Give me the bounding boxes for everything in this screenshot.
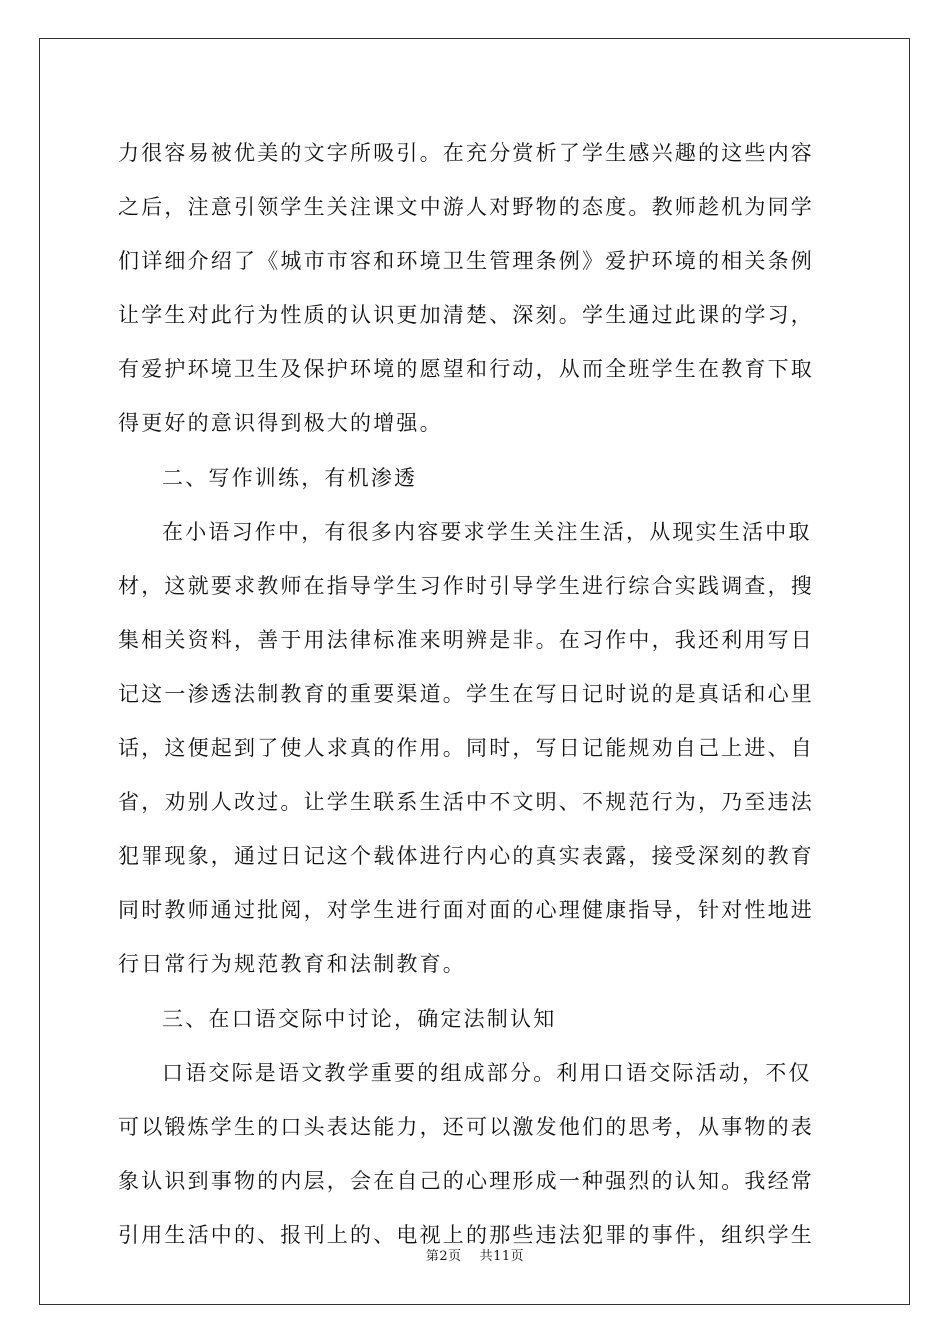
page-footer — [0, 1245, 950, 1264]
text-line: 犯罪现象，通过日记这个载体进行内心的真实表露，接受深刻的教育 — [118, 844, 814, 869]
text-line: 三、在口语交际中讨论，确定法制认知 — [162, 1006, 557, 1031]
text-line: 得更好的意识得到极大的增强。 — [118, 411, 443, 436]
text-line: 同时教师通过批阅，对学生进行面对面的心理健康指导，针对性地进 — [118, 898, 814, 923]
text-line: 之后，注意引领学生关注课文中游人对野物的态度。教师趁机为同学 — [118, 195, 814, 220]
text-line: 口语交际是语文教学重要的组成部分。利用口语交际活动，不仅 — [162, 1060, 812, 1085]
text-line: 话，这便起到了使人求真的作用。同时，写日记能规劝自己上进、自 — [118, 736, 814, 761]
text-line: 省，劝别人改过。让学生联系生活中不文明、不规范行为，乃至违法 — [118, 790, 814, 815]
text-line: 行日常行为规范教育和法制教育。 — [118, 952, 466, 977]
text-line: 在小语习作中，有很多内容要求学生关注生活，从现实生活中取 — [162, 519, 812, 544]
document-body — [118, 126, 838, 1262]
text-line: 材，这就要求教师在指导学生习作时引导学生进行综合实践调查，搜 — [118, 573, 814, 598]
page-total: 共11页 — [479, 1249, 525, 1264]
text-line: 可以锻炼学生的口头表达能力，还可以激发他们的思考，从事物的表 — [118, 1114, 814, 1139]
text-line: 象认识到事物的内层，会在自己的心理形成一种强烈的认知。我经常 — [118, 1168, 814, 1193]
text-line: 引用生活中的、报刊上的、电视上的那些违法犯罪的事件，组织学生 — [118, 1222, 814, 1247]
text-line: 力很容易被优美的文字所吸引。在充分赏析了学生感兴趣的这些内容 — [118, 141, 814, 165]
text-line: 集相关资料，善于用法律标准来明辨是非。在习作中，我还利用写日 — [118, 627, 814, 652]
page-number: 第2页 — [425, 1249, 462, 1264]
text-line: 二、写作训练，有机渗透 — [162, 465, 418, 490]
text-line: 们详细介绍了《城市市容和环境卫生管理条例》爱护环境的相关条例 — [118, 249, 814, 274]
text-line: 让学生对此行为性质的认识更加清楚、深刻。学生通过此课的学习， — [118, 303, 814, 328]
text-line: 有爱护环境卫生及保护环境的愿望和行动，从而全班学生在教育下取 — [118, 357, 814, 382]
text-line: 记这一渗透法制教育的重要渠道。学生在写日记时说的是真话和心里 — [118, 681, 814, 706]
